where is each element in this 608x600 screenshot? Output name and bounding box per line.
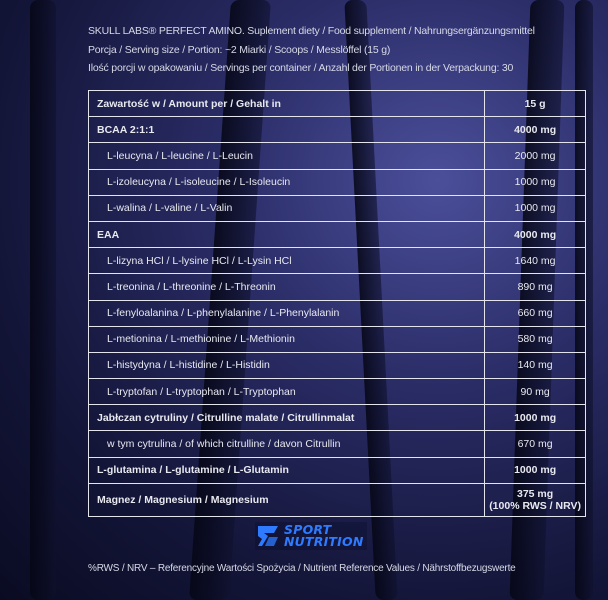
row-label: L-metionina / L-methionine / L-Methionin bbox=[89, 326, 485, 352]
row-label: L-glutamina / L-glutamine / L-Glutamin bbox=[89, 457, 485, 483]
row-value: 1000 mg bbox=[485, 457, 586, 483]
table-row bbox=[89, 483, 586, 516]
row-value: 4000 mg bbox=[485, 117, 586, 143]
table-row bbox=[89, 326, 586, 352]
row-label: L-lizyna HCl / L-lysine HCl / L-Lysin HCl bbox=[89, 248, 485, 274]
label-header bbox=[88, 22, 588, 78]
footnote: %RWS / NRV – Referencyjne Wartości Spożycia / Nutrient Reference Values / Nährstoffbezugswerte bbox=[88, 563, 516, 574]
logo-text-sport: SPORT bbox=[284, 522, 332, 537]
servings-per-container-line: Ilość porcji w opakowaniu / Servings per container / Anzahl der Portionen in der Verpackung: 30 bbox=[88, 62, 514, 74]
product-line: SKULL LABS® PERFECT AMINO. Suplement diety / Food supplement / Nahrungsergänzungsmittel bbox=[88, 25, 535, 37]
table-row bbox=[89, 457, 586, 483]
row-value bbox=[485, 483, 586, 516]
row-value-nrv: (100% RWS / NRV) bbox=[489, 499, 581, 512]
logo-text-nutrition: NUTRITION bbox=[284, 534, 364, 549]
row-label: w tym cytrulina / of which citrulline / davon Citrullin bbox=[89, 431, 485, 457]
table-row bbox=[89, 431, 586, 457]
table-row bbox=[89, 300, 586, 326]
row-label: L-histydyna / L-histidine / L-Histidin bbox=[89, 352, 485, 378]
table-row bbox=[89, 195, 586, 221]
row-value: 2000 mg bbox=[485, 143, 586, 169]
row-value: 1000 mg bbox=[485, 405, 586, 431]
row-value: 670 mg bbox=[485, 431, 586, 457]
table-row bbox=[89, 274, 586, 300]
tree-silhouette bbox=[30, 0, 56, 600]
row-label: Magnez / Magnesium / Magnesium bbox=[89, 483, 485, 516]
row-label: L-treonina / L-threonine / L-Threonin bbox=[89, 274, 485, 300]
table-row bbox=[89, 352, 586, 378]
table-row bbox=[89, 221, 586, 247]
row-label: BCAA 2:1:1 bbox=[89, 117, 485, 143]
row-value: 660 mg bbox=[485, 300, 586, 326]
row-value: 90 mg bbox=[485, 379, 586, 405]
nutrition-table bbox=[88, 90, 586, 517]
row-label: Zawartość w / Amount per / Gehalt in bbox=[89, 91, 485, 117]
row-value: 1000 mg bbox=[485, 195, 586, 221]
table-row bbox=[89, 117, 586, 143]
table-row bbox=[89, 379, 586, 405]
row-value: 1640 mg bbox=[485, 248, 586, 274]
row-label: L-leucyna / L-leucine / L-Leucin bbox=[89, 143, 485, 169]
sport-nutrition-logo-icon bbox=[255, 523, 281, 549]
table-row bbox=[89, 405, 586, 431]
row-value: 4000 mg bbox=[485, 221, 586, 247]
logo-wordmark bbox=[284, 524, 363, 548]
row-label: EAA bbox=[89, 221, 485, 247]
table-row bbox=[89, 248, 586, 274]
row-value: 890 mg bbox=[485, 274, 586, 300]
row-value-amount: 375 mg bbox=[517, 487, 554, 500]
row-value: 1000 mg bbox=[485, 169, 586, 195]
sport-nutrition-logo bbox=[255, 522, 367, 550]
row-label: L-fenyloalanina / L-phenylalanine / L-Phenylalanin bbox=[89, 300, 485, 326]
row-value: 580 mg bbox=[485, 326, 586, 352]
table-row-header bbox=[89, 91, 586, 117]
row-label: L-izoleucyna / L-isoleucine / L-Isoleucin bbox=[89, 169, 485, 195]
row-label: L-walina / L-valine / L-Valin bbox=[89, 195, 485, 221]
row-label: Jabłczan cytruliny / Citrulline malate / Citrullinmalat bbox=[89, 405, 485, 431]
row-value: 140 mg bbox=[485, 352, 586, 378]
table-row bbox=[89, 143, 586, 169]
table-row bbox=[89, 169, 586, 195]
row-value: 15 g bbox=[485, 91, 586, 117]
serving-size-line: Porcja / Serving size / Portion: ~2 Miarki / Scoops / Messlöffel (15 g) bbox=[88, 43, 391, 56]
row-label: L-tryptofan / L-tryptophan / L-Tryptophan bbox=[89, 379, 485, 405]
